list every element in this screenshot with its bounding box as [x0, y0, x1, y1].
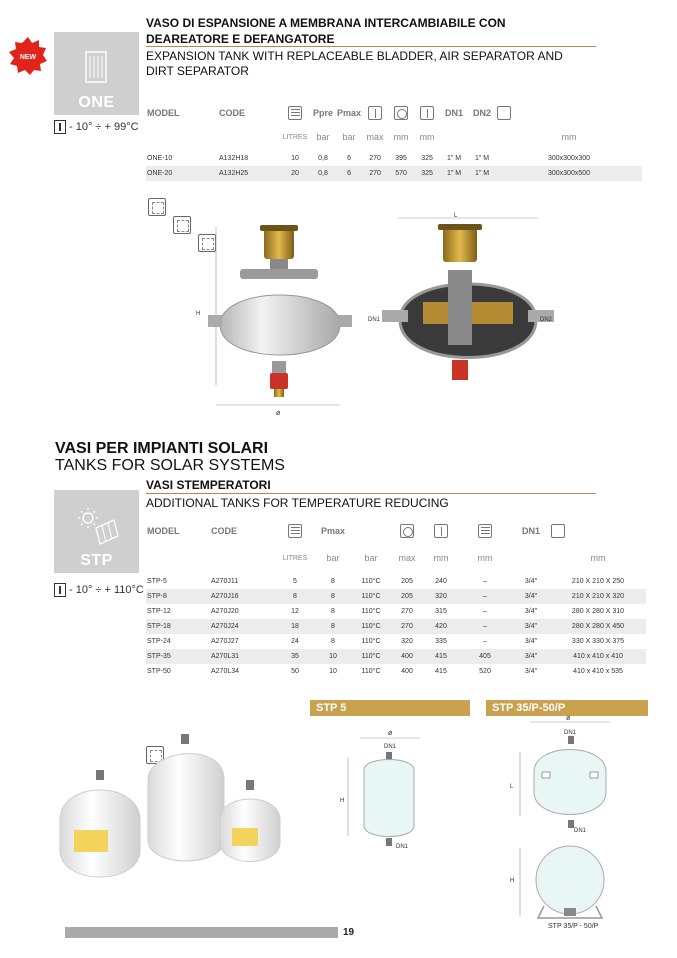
cell-model: ONE-10 — [147, 155, 173, 162]
solar-panel-icon — [74, 506, 120, 546]
cell-d: 205 — [401, 578, 413, 585]
cell-dims: 210 X 210 X 320 — [550, 589, 646, 604]
cell-tmax: 110°C — [361, 638, 381, 645]
new-badge — [8, 36, 48, 76]
cell-tmax: 110°C — [352, 589, 390, 604]
dim-d-label: ø — [276, 410, 281, 417]
cell-pmax: 8 — [314, 619, 352, 634]
cell-pmax: 8 — [314, 589, 352, 604]
cell-dn1: 3/4" — [512, 649, 550, 664]
section1-title-en: EXPANSION TANK WITH REPLACEABLE BLADDER, AIR SEPARATOR AND DIRT SEPARATOR — [146, 49, 563, 78]
cell-model: ONE-20 — [146, 166, 218, 181]
cell-dn1: 1" M — [446, 155, 462, 162]
packaging-icon — [497, 106, 511, 120]
temperature-icon — [368, 106, 382, 120]
one-tank-exterior-drawing — [190, 215, 370, 420]
cell-model: STP-50 — [147, 668, 171, 675]
section2-divider — [146, 493, 596, 494]
one-spec-table — [146, 103, 642, 181]
dn1-bottom-label: DN1 — [396, 844, 409, 850]
col-model: MODEL — [147, 108, 180, 118]
height-icon — [434, 524, 448, 538]
section2-sub-it: VASI STEMPERATORI — [146, 478, 271, 492]
table-row — [146, 604, 646, 619]
cell-d: 325 — [414, 166, 440, 181]
col-dn2: DN2 — [473, 108, 492, 118]
unit-mm-h: mm — [433, 553, 449, 563]
cell-dn1: 3/4" — [524, 668, 538, 675]
dn1-top-label: DN1 — [384, 744, 397, 750]
unit-bar-tmax: bar — [364, 553, 378, 563]
cell-dims: 280 X 280 X 450 — [550, 619, 646, 634]
cell-l: – — [458, 589, 512, 604]
cell-code: A270J20 — [211, 608, 239, 615]
stp35-caption: STP 35/P - 50/P — [548, 923, 599, 930]
cell-dn1: 3/4" — [512, 619, 550, 634]
cell-temp: 270 — [362, 166, 388, 181]
cell-h: 415 — [435, 668, 447, 675]
table-row — [146, 649, 646, 664]
footer-bar — [65, 927, 338, 938]
cell-litres: 12 — [291, 608, 299, 615]
cell-h: 420 — [424, 619, 458, 634]
stp35-header: STP 35/P-50/P — [486, 700, 648, 716]
cell-litres: 24 — [291, 638, 299, 645]
cell-pmax: 8 — [331, 578, 335, 585]
temp-range-stp — [54, 583, 144, 597]
unit-bar-ppre: bar — [316, 132, 330, 142]
cell-ppre: 0,8 — [318, 155, 328, 162]
cell-code: A132H25 — [218, 166, 280, 181]
cell-code: A132H18 — [219, 155, 249, 162]
table-row — [146, 619, 646, 634]
tank-outline-icon — [82, 48, 112, 88]
cell-code: A270L31 — [210, 649, 276, 664]
cell-l: 520 — [479, 668, 491, 675]
cell-litres: 5 — [293, 578, 297, 585]
cell-h: 320 — [424, 589, 458, 604]
capacity-icon — [288, 524, 302, 538]
cell-d: 325 — [421, 155, 433, 162]
heating-icon — [173, 216, 191, 234]
cell-ppre: 0,8 — [310, 166, 336, 181]
col-dn1: DN1 — [445, 108, 464, 118]
cell-dn1: 1" M — [440, 166, 468, 181]
cell-dn1: 3/4" — [512, 589, 550, 604]
cell-litres: 8 — [276, 589, 314, 604]
cell-d: 270 — [390, 619, 424, 634]
product-name: ONE — [78, 94, 115, 111]
dn1-top-label: DN1 — [564, 730, 577, 736]
cell-pmax: 10 — [314, 649, 352, 664]
thermometer-icon — [54, 583, 66, 597]
unit-mm-l: mm — [477, 553, 493, 563]
unit-bar-pmax: bar — [326, 553, 340, 563]
dn1-bottom-label: DN1 — [574, 828, 587, 834]
dim-l-label: L — [454, 213, 458, 219]
product-name: STP — [80, 552, 113, 569]
cell-litres: 35 — [276, 649, 314, 664]
cell-h: 335 — [435, 638, 447, 645]
cell-h: 315 — [435, 608, 447, 615]
stp35-drawing — [500, 712, 650, 937]
one-tank-cutaway-drawing — [368, 210, 568, 390]
stp-spec-table — [146, 520, 646, 679]
cell-l: – — [483, 638, 487, 645]
unit-mm-dims: mm — [561, 132, 577, 142]
cell-dims: 410 x 410 x 410 — [550, 649, 646, 664]
cell-d: 270 — [401, 608, 413, 615]
cell-litres: 10 — [291, 155, 299, 162]
unit-bar-pmax: bar — [342, 132, 356, 142]
temp-range-text: - 10° ÷ + 110°C — [69, 584, 144, 596]
stp5-header: STP 5 — [310, 700, 470, 716]
cell-pmax: 10 — [329, 668, 337, 675]
unit-max: max — [366, 132, 384, 142]
dim-h-label: H — [196, 311, 201, 317]
cell-dims: 330 X 330 X 375 — [571, 638, 625, 645]
cell-litres: 50 — [291, 668, 299, 675]
table-row — [146, 151, 642, 166]
packaging-icon — [551, 524, 565, 538]
temp-range-one — [54, 120, 139, 134]
capacity-icon — [288, 106, 302, 120]
cell-code: A270J16 — [210, 589, 276, 604]
cell-dn1: 3/4" — [524, 578, 538, 585]
dn1-label: DN1 — [368, 317, 381, 323]
cell-dims: 210 X 210 X 250 — [571, 578, 625, 585]
table-row — [146, 664, 646, 679]
cell-litres: 18 — [276, 619, 314, 634]
cell-pmax: 6 — [347, 155, 351, 162]
cell-tmax: 110°C — [361, 578, 381, 585]
length-icon — [478, 524, 492, 538]
cell-tmax: 110°C — [361, 608, 381, 615]
cell-d: 205 — [390, 589, 424, 604]
unit-litres: LITRES — [282, 554, 308, 562]
cell-dn1: 3/4" — [524, 638, 538, 645]
cell-h: 395 — [395, 155, 407, 162]
cell-code: A270L34 — [211, 668, 240, 675]
table-row — [146, 574, 646, 589]
install-icon — [148, 198, 166, 216]
new-badge-text: NEW — [19, 54, 37, 61]
cell-pmax: 6 — [336, 166, 362, 181]
cell-model: STP-35 — [146, 649, 210, 664]
cell-code: A270J27 — [211, 638, 239, 645]
section2-title-it: VASI PER IMPIANTI SOLARI — [55, 440, 269, 457]
product-box-one — [54, 32, 139, 115]
cell-litres: 20 — [280, 166, 310, 181]
dim-d-label: ø — [566, 715, 571, 722]
unit-max: max — [398, 553, 416, 563]
cell-model: STP-18 — [146, 619, 210, 634]
page-number: 19 — [343, 927, 355, 938]
cell-l: – — [458, 619, 512, 634]
section2-sub-en: ADDITIONAL TANKS FOR TEMPERATURE REDUCING — [146, 496, 449, 510]
dim-h-label: H — [340, 798, 345, 804]
dim-d-label: ø — [388, 730, 393, 737]
cell-dims: 280 X 280 X 310 — [571, 608, 625, 615]
cell-tmax: 110°C — [361, 668, 381, 675]
col-model: MODEL — [147, 526, 180, 536]
cell-h: 415 — [424, 649, 458, 664]
unit-mm-h: mm — [419, 132, 435, 142]
dn2-label: DN2 — [540, 317, 553, 323]
cell-pmax: 8 — [331, 638, 335, 645]
cell-dims: 410 x 410 x 535 — [573, 668, 623, 675]
cell-code: A270J24 — [210, 619, 276, 634]
col-ppre: Ppre — [312, 108, 333, 118]
cell-model: STP-8 — [146, 589, 210, 604]
cell-pmax: 8 — [331, 608, 335, 615]
stp5-drawing — [330, 726, 450, 856]
table-row — [146, 589, 646, 604]
table-row — [146, 166, 642, 181]
cell-dims: 300x300x500 — [496, 166, 642, 181]
cell-temp: 270 — [369, 155, 381, 162]
cell-dn1: 3/4" — [524, 608, 538, 615]
stp-tanks-photo — [56, 730, 306, 900]
temp-range-text: - 10° ÷ + 99°C — [69, 121, 139, 133]
unit-mm-d: mm — [393, 132, 409, 142]
cell-l: – — [483, 578, 487, 585]
cell-d: 320 — [401, 638, 413, 645]
diameter-icon — [400, 524, 414, 538]
col-pmax: Pmax — [337, 108, 362, 118]
unit-litres: LITRES — [282, 133, 308, 141]
height-icon — [420, 106, 434, 120]
cell-code: A270J11 — [211, 578, 239, 585]
product-box-stp — [54, 490, 139, 573]
unit-mm-dims: mm — [590, 553, 606, 563]
col-code: CODE — [211, 526, 238, 536]
cell-tmax: 110°C — [352, 619, 390, 634]
cell-d: 400 — [390, 649, 424, 664]
dim-l-label: L — [510, 784, 514, 790]
cell-dn2: 1" M — [468, 166, 496, 181]
dim-h-label-2: H — [510, 878, 515, 884]
diameter-icon — [394, 106, 408, 120]
cell-tmax: 110°C — [352, 649, 390, 664]
cell-model: STP-12 — [147, 608, 171, 615]
section1-title-it: VASO DI ESPANSIONE A MEMBRANA INTERCAMBIABILE CON DEAREATORE E DEFANGATORE — [146, 16, 506, 46]
cell-dn2: 1" M — [474, 155, 490, 162]
cell-dims: 300x300x300 — [547, 155, 591, 162]
cell-h: 570 — [388, 166, 414, 181]
section2-title-en: TANKS FOR SOLAR SYSTEMS — [55, 457, 285, 474]
cell-model: STP-5 — [147, 578, 167, 585]
col-dn1: DN1 — [521, 526, 540, 536]
thermometer-icon — [54, 120, 66, 134]
cell-h: 240 — [435, 578, 447, 585]
table-row — [146, 634, 646, 649]
cell-l: – — [483, 608, 487, 615]
col-code: CODE — [219, 108, 246, 118]
cell-l: 405 — [458, 649, 512, 664]
cell-d: 400 — [401, 668, 413, 675]
cell-model: STP-24 — [147, 638, 171, 645]
col-pmax: Pmax — [320, 526, 346, 536]
section1-divider — [146, 46, 596, 47]
